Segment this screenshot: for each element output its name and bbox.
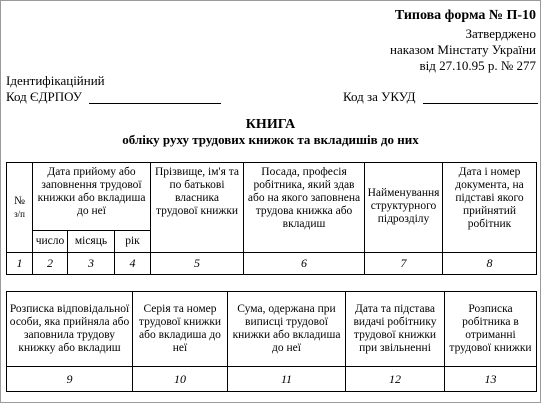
col-name-header: Прізвище, ім'я та по батькові власника трудової книжки [151,163,244,253]
col-position-header: Посада, професія робітника, який здав або на якого заповнена трудова книжка або вкладиш [244,163,365,253]
edrpou-field[interactable] [89,91,221,104]
col-num-5: 5 [151,253,244,275]
ledger-table-top [6,162,537,275]
col-issue-header: Дата та підстава видачі робітнику трудової книжки при звільненні [346,292,445,367]
order-label: наказом Мінстату України [389,42,536,57]
col-num-9: 9 [7,367,133,392]
edrpou-row [6,89,221,104]
edrpou-label: Код ЄДРПОУ [6,89,82,104]
col-num-2: 2 [33,253,68,275]
col-num-10: 10 [133,367,228,392]
col-num-4: 4 [115,253,151,275]
col-number-sub: з/п [14,208,25,219]
col-date-header: Дата прийому або заповнення трудової книжки або вкладиша до неї [33,163,151,231]
col-num-11: 11 [228,367,346,392]
col-num-7: 7 [365,253,443,275]
ident-label: Ідентифікаційний [6,73,105,88]
form-name: Типова форма № П-10 [394,8,536,23]
approved-label: Затверджено [465,26,536,41]
col-series-header: Серія та номер трудової книжки або вкладиша до неї [133,292,228,367]
ukud-label: Код за УКУД [343,89,416,104]
col-number-header [7,163,33,253]
col-year-header: рік [115,231,151,253]
order-date: від 27.10.95 р. № 277 [419,58,536,73]
col-number-label: № [14,194,25,207]
col-num-13: 13 [445,367,537,392]
col-doc-header: Дата і номер документа, на підставі якого прийнятий робітник [443,163,537,253]
ledger-table-bottom [6,291,537,392]
book-subtitle: обліку руху трудових книжок та вкладишів до них [122,132,419,147]
book-title: КНИГА [245,117,296,132]
col-num-3: 3 [68,253,115,275]
col-num-1: 1 [7,253,33,275]
col-unit-header: Найменування структурного підрозділу [365,163,443,253]
ukud-field[interactable] [423,91,538,104]
col-num-8: 8 [443,253,537,275]
col-receipt-header: Розписка відповідальної особи, яка прийняла або заповнила трудову книжку або вкладиш [7,292,133,367]
col-sum-header: Сума, одержана при випиcці трудової книжки або вкладиша до неї [228,292,346,367]
col-month-header: місяць [68,231,115,253]
col-day-header: число [33,231,68,253]
ukud-row [343,89,538,104]
col-num-6: 6 [244,253,365,275]
col-worker-header: Розписка робітника в отриманні трудової книжки [445,292,537,367]
col-num-12: 12 [346,367,445,392]
